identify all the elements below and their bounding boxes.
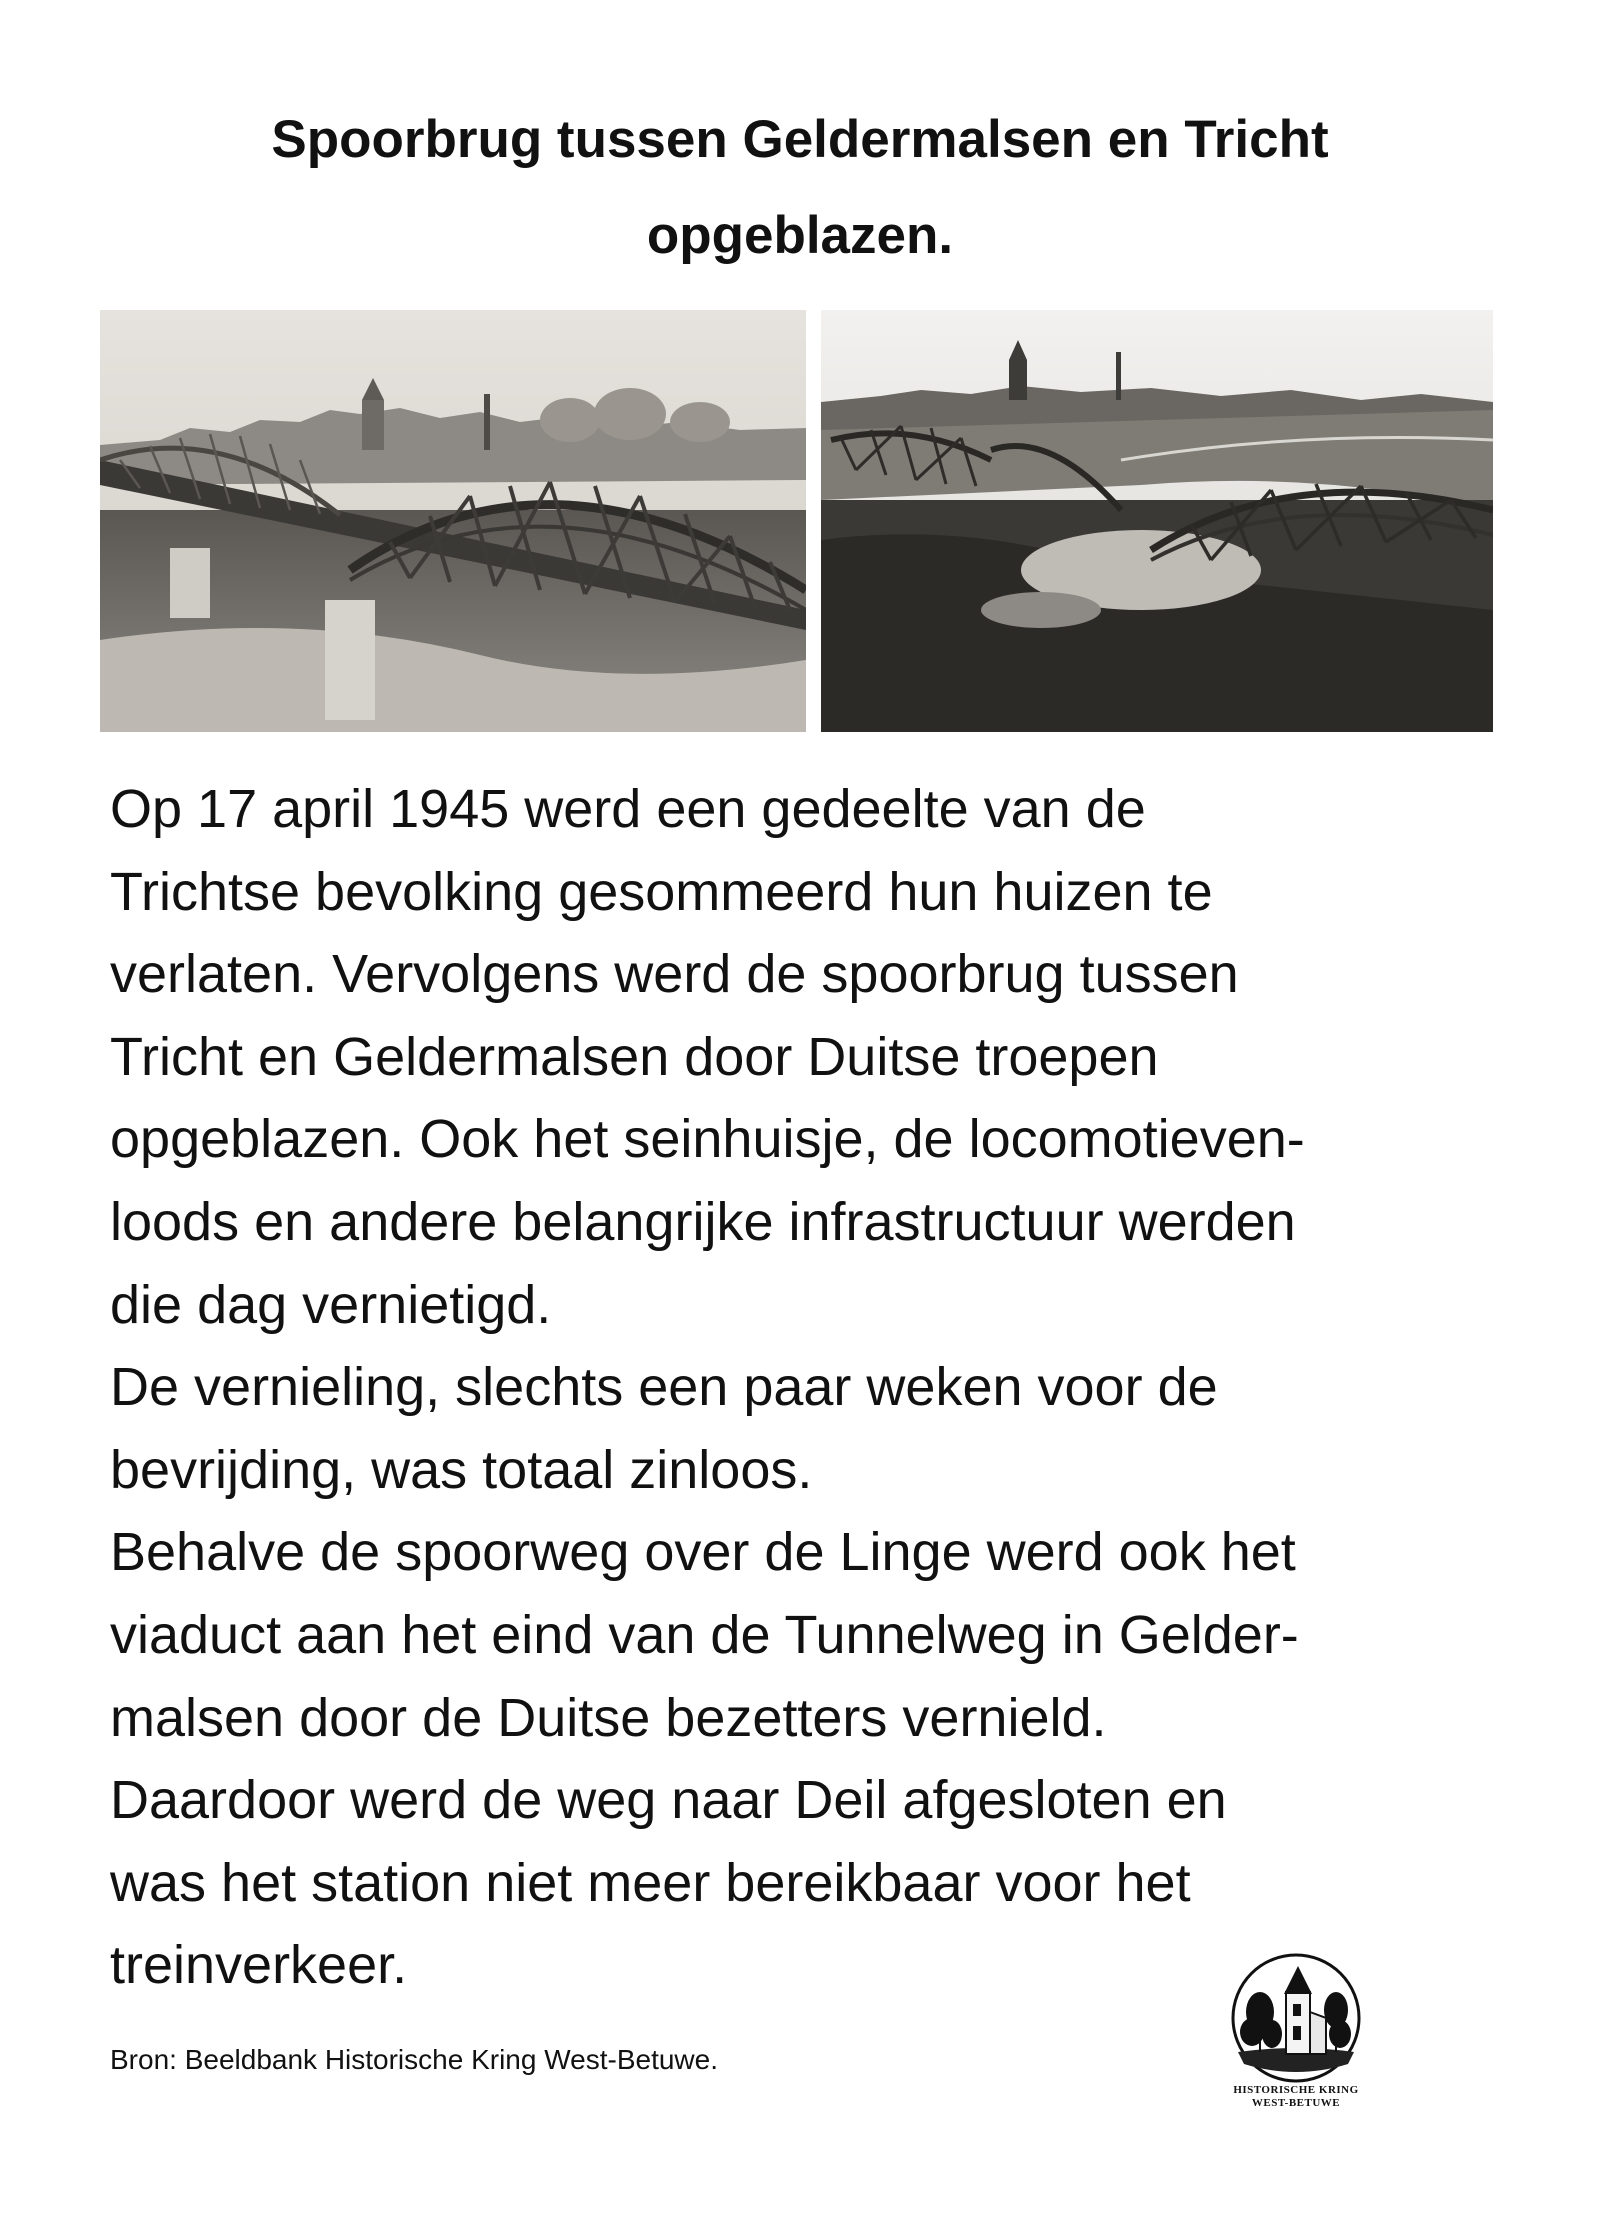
body-text bbox=[110, 768, 1490, 2007]
body-line: viaduct aan het eind van de Tunnelweg in Gelder- bbox=[110, 1604, 1299, 1665]
body-line: Tricht en Geldermalsen door Duitse troepen bbox=[110, 1026, 1159, 1087]
page-title bbox=[100, 92, 1500, 284]
body-line: die dag vernietigd. bbox=[110, 1274, 552, 1335]
body-line: treinverkeer. bbox=[110, 1935, 408, 1996]
historische-kring-logo bbox=[1222, 1952, 1370, 2110]
body-line: De vernieling, slechts een paar weken voor de bbox=[110, 1357, 1218, 1418]
body-line: malsen door de Duitse bezetters vernield. bbox=[110, 1687, 1107, 1748]
logo-line-1: HISTORISCHE KRING bbox=[1233, 2084, 1359, 2096]
church-tower-seal-icon bbox=[1230, 1952, 1362, 2084]
logo-caption bbox=[1222, 2084, 1370, 2110]
destroyed-bridge-photo bbox=[821, 310, 1493, 732]
body-line: opgeblazen. Ook het seinhuisje, de locomotieven- bbox=[110, 1109, 1305, 1170]
logo-line-2: WEST-BETUWE bbox=[1251, 2097, 1341, 2109]
title-line-1: Spoorbrug tussen Geldermalsen en Tricht bbox=[271, 110, 1329, 169]
body-line: Behalve de spoorweg over de Linge werd ook het bbox=[110, 1522, 1296, 1583]
body-line: Trichtse bevolking gesommeerd hun huizen te bbox=[110, 861, 1213, 922]
intact-bridge-photo bbox=[100, 310, 806, 732]
body-line: was het station niet meer bereikbaar voor het bbox=[110, 1852, 1191, 1913]
body-line: loods en andere belangrijke infrastructuur werden bbox=[110, 1191, 1296, 1252]
body-line: Op 17 april 1945 werd een gedeelte van de bbox=[110, 779, 1146, 839]
source-credit: Bron: Beeldbank Historische Kring West-Betuwe. bbox=[110, 2044, 718, 2075]
title-line-2: opgeblazen. bbox=[646, 206, 954, 265]
body-line: bevrijding, was totaal zinloos. bbox=[110, 1439, 813, 1500]
body-line: Daardoor werd de weg naar Deil afgesloten en bbox=[110, 1770, 1227, 1831]
body-line: verlaten. Vervolgens werd de spoorbrug tussen bbox=[110, 944, 1239, 1005]
